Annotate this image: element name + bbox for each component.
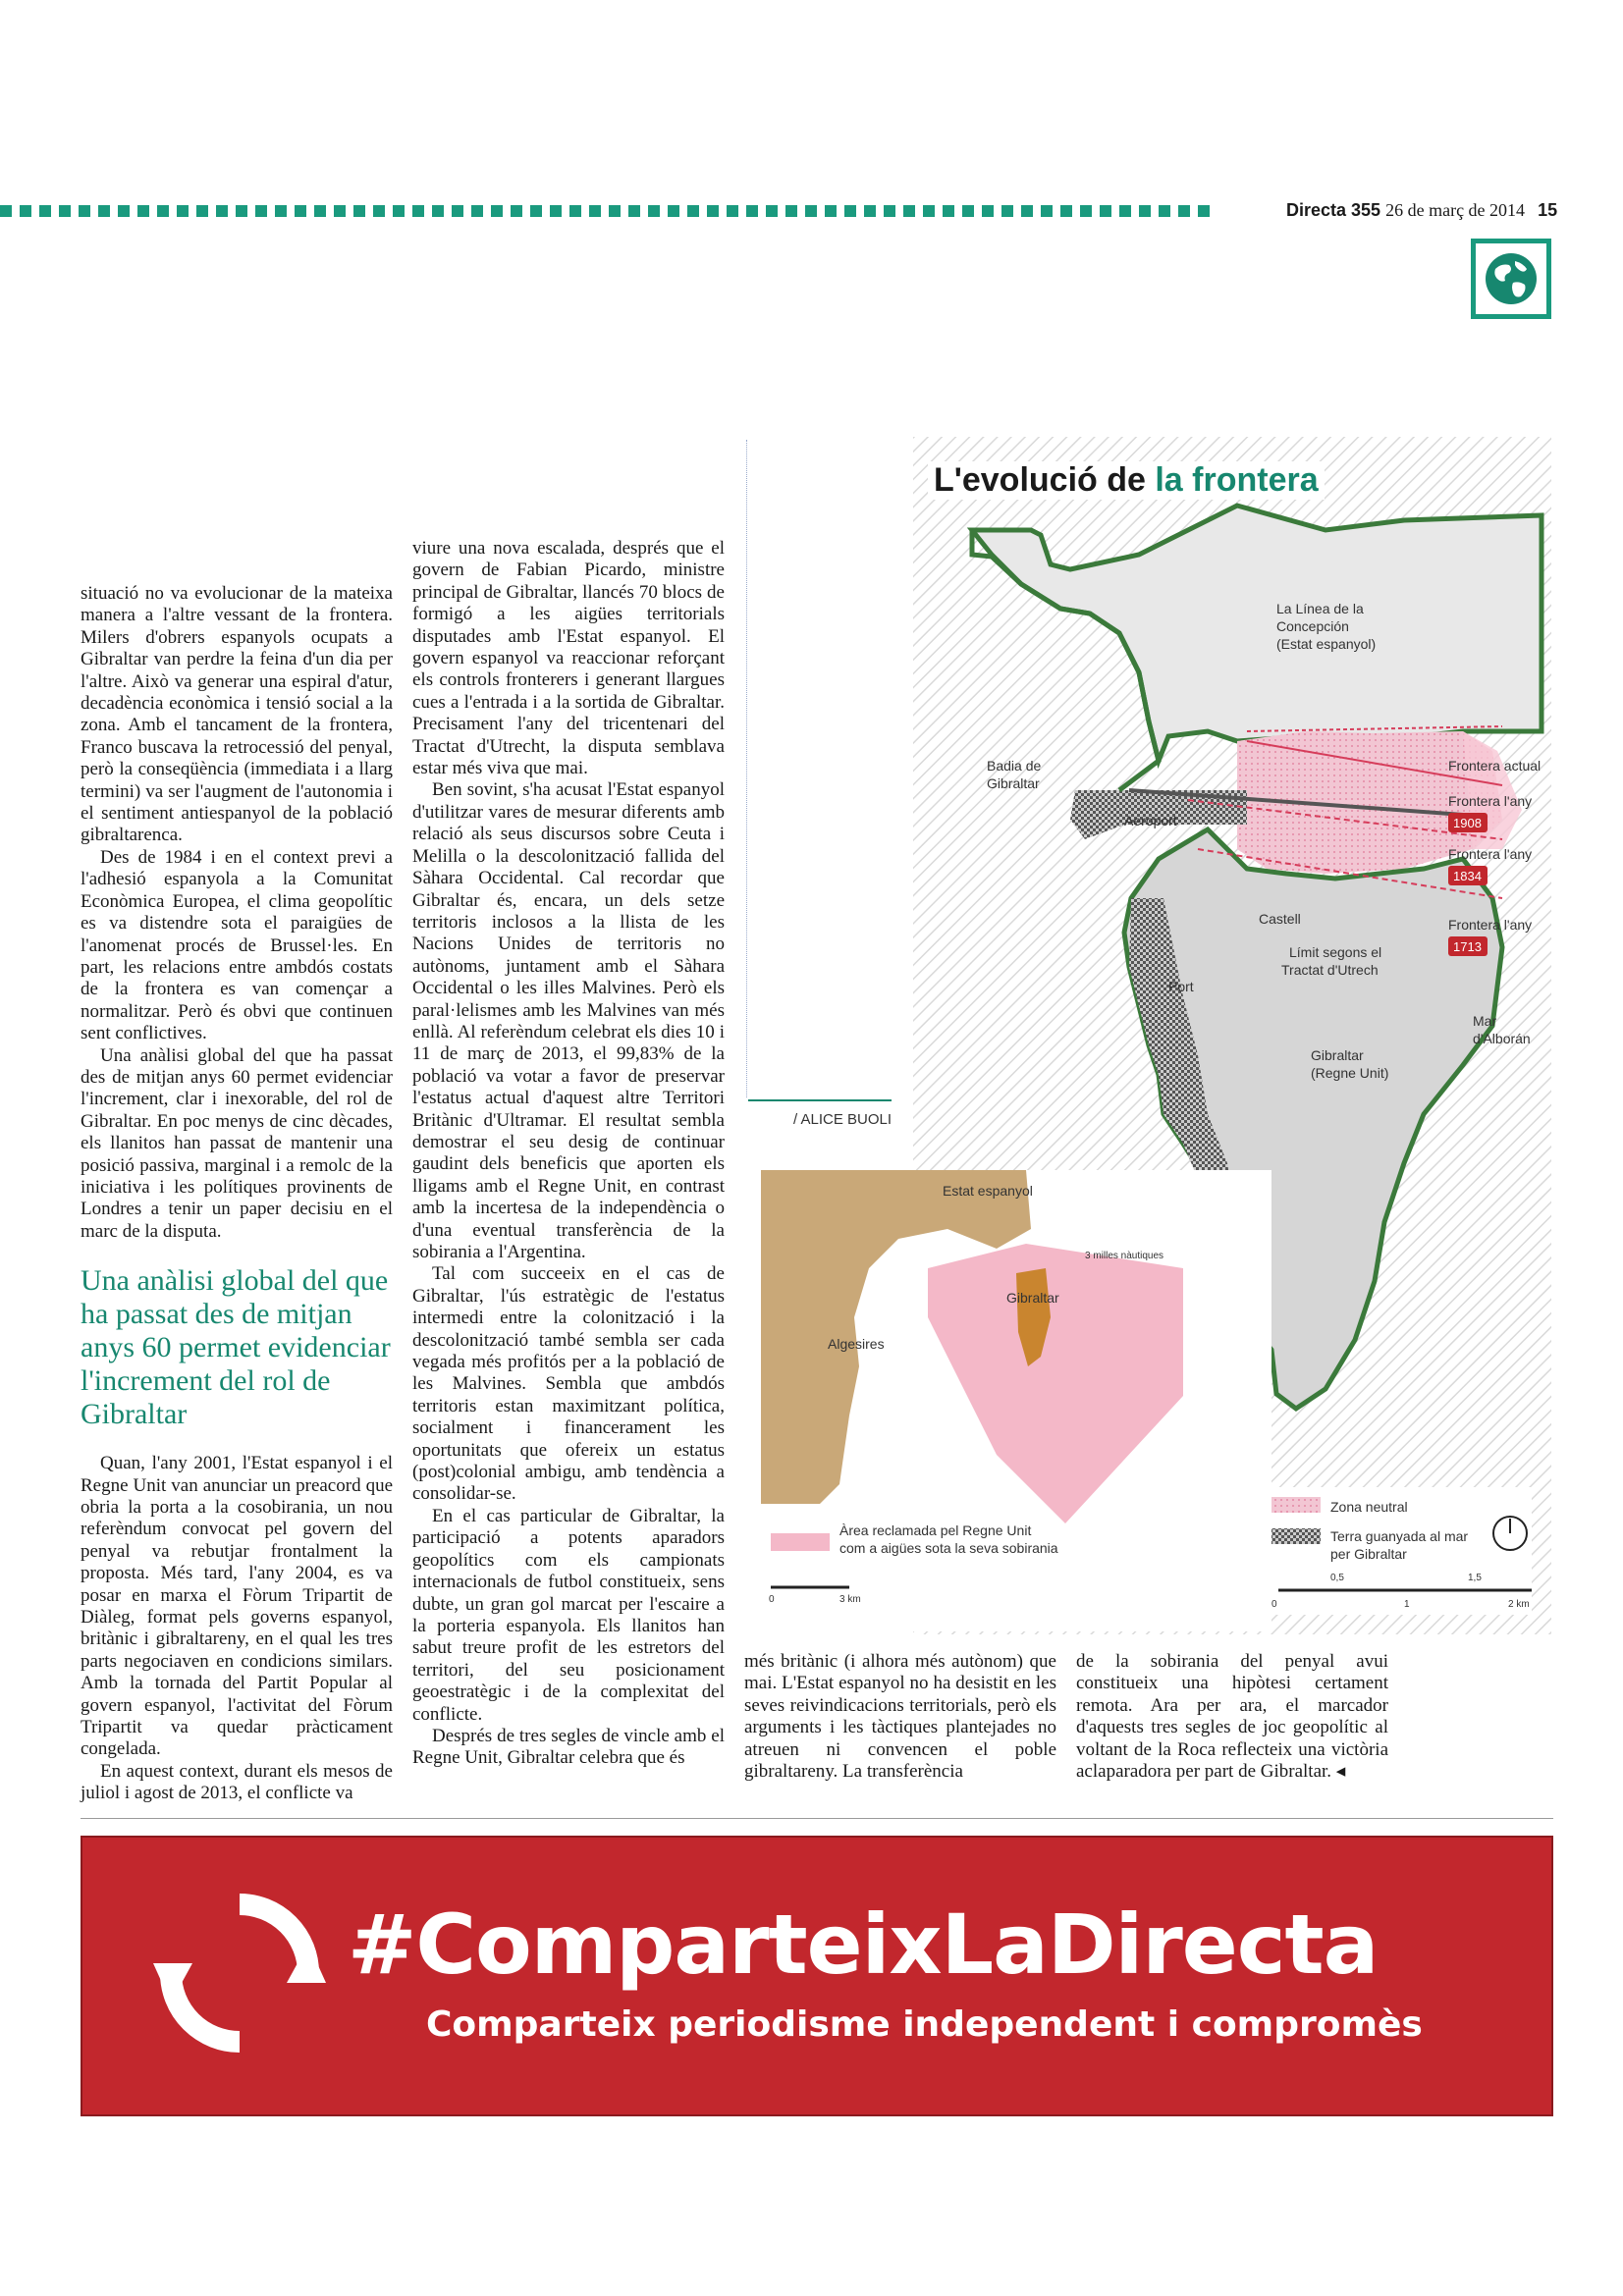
inset-label: Algesires <box>828 1336 885 1352</box>
section-divider <box>81 1818 1553 1819</box>
page-header <box>1286 200 1557 221</box>
paragraph: Tal com succeeix en el cas de Gibraltar, l'ús estratègic de l'estatus intermedi entre la colonització i la descolonització també sembla ser cada vegada més profitós per a la població de les Malvines. Sembla que ambdós territoris estan maximitzant política, socialment i financerament les oportunitats que ofereix un estatus (post)colonial ambigu, amb tendència a consolidar-se. <box>412 1263 725 1505</box>
paragraph: Després de tres segles de vincle amb el Regne Unit, Gibraltar celebra que és <box>412 1725 725 1769</box>
paragraph: En el cas particular de Gibraltar, la participació a potents aparadors geopolítics com els campionats internacionals de futbol constitueix, sens dubte, un gran gol marcat per l'escaire a la porteria espanyola. Els llanitos han sabut treure profit de les estretors del territori, del seu posicionament geoestratègic i de la complexitat del conflicte. <box>412 1505 725 1725</box>
scale-tick: 2 km <box>1508 1599 1530 1610</box>
paragraph: Quan, l'any 2001, l'Estat espanyol i el Regne Unit van anunciar un preacord que obria la porta a la cosobirania, un nou referèndum convocat pel govern del penyal va rebutjar frontalment la proposta. Més tard, l'any 2004, es va posar en marxa el Fòrum Tripartit de Diàleg, format pels governs espanyol, britànic i gibraltareny, en el qual les tres parts negociaven en condicions similars. Amb la tornada del Partit Popular al govern espanyol, l'activitat del Fòrum Tripartit va quedar pràcticament congelada. <box>81 1453 393 1760</box>
map-label: Frontera l'any <box>1448 846 1533 862</box>
issue-date: 26 de març de 2014 <box>1385 200 1526 220</box>
map-label: La Línea de la <box>1276 601 1364 616</box>
scale-tick: 1,5 <box>1468 1573 1482 1583</box>
map-label: Frontera l'any <box>1448 793 1533 809</box>
inset-label: Gibraltar <box>1006 1290 1059 1306</box>
map-title-part: L'evolució de <box>934 461 1146 499</box>
paragraph: Una anàlisi global del que ha passat des de mitjan anys 60 permet evidenciar l'increment, clar i inexorable, del rol de Gibraltar. En poc menys de cinc dècades, els llanitos han passat de mantenir una posició passiva, marginal i a remolc de la iniciativa i les polítiques provinents de Londres a tenir un paper decisiu en el marc de la disputa. <box>81 1044 393 1242</box>
article-column-1 <box>81 583 393 1805</box>
map-label: Aeroport <box>1124 813 1177 828</box>
legend-label: per Gibraltar <box>1330 1546 1407 1562</box>
inset-map <box>761 1170 1271 1631</box>
credit-rule <box>748 1099 892 1101</box>
year-badge: 1834 <box>1453 869 1482 883</box>
paragraph: situació no va evolucionar de la mateixa manera a l'altre vessant de la frontera. Milers d'obrers espanyols ocupats a Gibraltar van perdre la feina d'un dia per l'altre. Això va generar una espiral d'atur, decadència econòmica i tensió social a la zona. Amb el tancament de la frontera, Franco buscava la retrocessió del penyal, però la conseqüència (immediata i a llarg termini) va ser l'augment de l'autonomia i el sentiment antiespanyol de la població gibraltarenca. <box>81 583 393 846</box>
map-label: Frontera l'any <box>1448 917 1533 933</box>
map-label: Concepción <box>1276 618 1349 634</box>
map-label: Badia de <box>987 758 1042 774</box>
map-label: (Estat espanyol) <box>1276 636 1377 652</box>
scale-tick: 0 <box>769 1594 775 1605</box>
inset-label: Estat espanyol <box>943 1183 1033 1199</box>
column-rule <box>746 440 747 1097</box>
scale-tick: 1 <box>1404 1599 1410 1610</box>
map-label: Mar <box>1473 1013 1497 1029</box>
map-label: Frontera actual <box>1448 758 1542 774</box>
paragraph: En aquest context, durant els mesos de juliol i agost de 2013, el conflicte va <box>81 1760 393 1804</box>
paragraph: Ben sovint, s'ha acusat l'Estat espanyol d'utilitzar vares de mesurar diferents amb relació als seus discursos sobre Ceuta i Melilla o la descolonització fallida del Sàhara Occidental. Cal recordar que Gibraltar és, encara, un dels setze territoris inclosos a la llista de les Nacions Unides de territoris no autònoms, juntament amb el Sàhara Occidental o les illes Malvines. Però els paral·lelismes amb les Malvines van més enllà. Al referèndum celebrat els dies 10 i 11 de març de 2013, el 99,83% de la població va votar a favor de preservar l'estatus actual d'aquest altre Territori Britànic d'Ultramar. El resultat sembla demostrar el seu desig de continuar gaudint dels beneficis que aporten els lligams amb el Regne Unit, en contrast amb la incertesa de la independència o d'una eventual transferència de la sobirania a l'Argentina. <box>412 779 725 1262</box>
year-badge: 1908 <box>1453 816 1482 830</box>
legend-label: Terra guanyada al mar <box>1330 1528 1469 1544</box>
decorative-dotted-rule <box>0 205 1227 217</box>
map-label: Port <box>1168 979 1194 994</box>
map-label: Gibraltar <box>987 775 1040 791</box>
inset-legend: Àrea reclamada pel Regne Unit <box>839 1522 1032 1538</box>
paragraph: Des de 1984 i en el context previ a l'adhesió espanyola a la Comunitat Econòmica Europea, el clima geopolític es va distendre sota el paraigües de l'anomenat procés de Brussel·les. En part, les relacions entre ambdós costats de la frontera es van començar a normalitzar. Però és obvi que continuen sent conflictives. <box>81 846 393 1044</box>
promo-banner[interactable] <box>81 1836 1553 2116</box>
section-globe-icon <box>1471 239 1551 319</box>
scale-tick: 0,5 <box>1330 1573 1344 1583</box>
map-label: Límit segons el <box>1289 944 1382 960</box>
share-cycle-icon <box>151 1885 328 2061</box>
paragraph: més britànic (i alhora més autònom) que mai. L'Estat espanyol no ha desistit en les seves reivindicacions territorials, però els arguments i les tàctiques plantejades no atreuen ni convencen el poble gibraltareny. La transferència <box>744 1651 1056 1783</box>
year-badge: 1713 <box>1453 939 1482 954</box>
article-column-4 <box>1076 1651 1388 1783</box>
paragraph: viure una nova escalada, després que el govern de Fabian Picardo, ministre principal de Gibraltar, llancés 70 blocs de formigó a les aigües territorials disputades amb l'Estat espanyol. El govern espanyol va reaccionar reforçant els controls fronterers i generant llargues cues a l'entrada i a la sortida de Gibraltar. Precisament l'any del tricentenari del Tractat d'Utrecht, la disputa semblava estar més viva que mai. <box>412 538 725 779</box>
publication-name: Directa 355 <box>1286 200 1381 220</box>
page-number: 15 <box>1538 200 1558 220</box>
map-label: (Regne Unit) <box>1311 1065 1389 1081</box>
map-label: d'Alborán <box>1473 1031 1531 1046</box>
map-title <box>928 461 1325 500</box>
inset-legend: com a aigües sota la seva sobirania <box>839 1540 1058 1556</box>
map-label: Castell <box>1259 911 1301 927</box>
paragraph: de la sobirania del penyal avui constitueix una hipòtesi certament remota. Ara per ara, el marcador d'aquests tres segles de joc geopolític al voltant de la Roca reflecteix una victòria aclaparadora per part de Gibraltar. ◂ <box>1076 1651 1388 1783</box>
legend-label: Zona neutral <box>1330 1499 1408 1515</box>
scale-tick: 3 km <box>839 1594 861 1605</box>
article-column-2 <box>412 538 725 1770</box>
banner-headline: #ComparteixLaDirecta <box>348 1896 1379 1993</box>
map-credit: / ALICE BUOLI <box>793 1111 893 1128</box>
inset-label: 3 milles nàutiques <box>1085 1251 1164 1261</box>
map-label: Tractat d'Utrech <box>1281 962 1379 978</box>
map-title-highlight: la frontera <box>1155 461 1319 499</box>
scale-tick: 0 <box>1271 1599 1277 1610</box>
banner-subline: Comparteix periodisme independent i compromès <box>426 2004 1423 2045</box>
subheading: Una anàlisi global del que ha passat des de mitjan anys 60 permet evidenciar l'increment del rol de Gibraltar <box>81 1264 391 1431</box>
article-column-3 <box>744 1651 1056 1783</box>
map-label: Gibraltar <box>1311 1047 1364 1063</box>
